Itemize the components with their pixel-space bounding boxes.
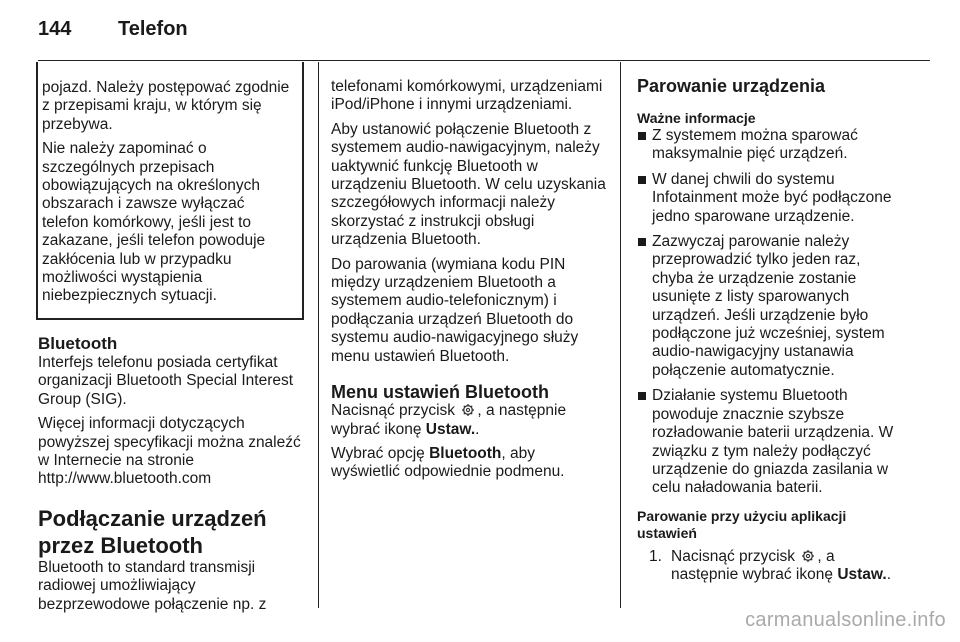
connect-para-1: Bluetooth to standard transmisji radiowej umożliwiający bezprzewodowe połączenie np. z [38, 558, 267, 613]
header-rule [38, 60, 930, 61]
step-1-text-b: , a następnie wybrać ikonę [671, 547, 835, 584]
important-info-list [637, 127, 905, 498]
important-info-heading: Ważne informacje [637, 110, 756, 126]
config-gear-icon [801, 549, 815, 563]
bt-menu-option-label: Bluetooth [429, 444, 502, 462]
app-pairing-heading: Parowanie przy użyciu aplikacji ustawień [637, 507, 847, 541]
bt-menu-para-1 [331, 402, 606, 439]
bt-menu-heading: Menu ustawień Bluetooth [331, 382, 549, 403]
bt-menu-text-d: Wybrać opcję [331, 444, 425, 462]
section-title: Telefon [118, 18, 188, 40]
step-1 [637, 548, 905, 585]
step-1-text-a: Nacisnąć przycisk [671, 547, 796, 565]
bluetooth-heading: Bluetooth [38, 333, 118, 353]
page-header [38, 18, 188, 41]
warning-box [36, 62, 304, 320]
bt-menu-text-c: . [475, 420, 480, 438]
list-item: W danej chwili do systemu Infotainment może być podłączone jedno sparowane urządzenie. [637, 171, 905, 226]
list-item: Zazwyczaj parowanie należy przeprowadzić tylko jeden raz, chyba że urządzenie zostanie usunięte z listy sparowanych urządzeń. Jeśli urządzenie było podłączone już wcześniej, system audio-nawigacyjny ustanawia połączenie automatycznie. [637, 233, 905, 380]
step-1-settings-label: Ustaw. [837, 566, 887, 584]
warning-text-2: Nie należy zapominać o szczególnych przepisach obowiązujących na określonych obszarach i zawsze wyłączać telefon komórkowy, jeśli jest to zakazane, jeśli telefon powoduje zakłócenia lub w przypadku możliwości wystąpienia niebezpiecznych sytuacji. [42, 140, 266, 305]
watermark: carmanualsonline.info [745, 609, 946, 631]
bt-menu-para-2 [331, 445, 606, 482]
column-divider-1 [318, 62, 319, 608]
step-1-text [663, 548, 905, 585]
config-gear-icon [461, 403, 475, 417]
step-1-number: 1. [649, 547, 662, 565]
column-right [637, 62, 905, 606]
list-item: Z systemem można sparować maksymalnie pięć urządzeń. [637, 127, 905, 164]
column-middle [331, 62, 606, 606]
list-item: Działanie systemu Bluetooth powoduje znacznie szybsze rozładowanie baterii urządzenia. W związku z tym należy podłączyć urządzenie do gniazda zasilania w celu naładowania baterii. [637, 387, 905, 497]
bt-menu-settings-label: Ustaw. [425, 420, 476, 438]
connect-heading: Podłączanie urządzeń przez Bluetooth [38, 505, 267, 558]
mid-para-1: telefonami komórkowymi, urządzeniami iPod/iPhone i innymi urządzeniami. [331, 78, 603, 114]
bt-menu-text-a: Nacisnąć przycisk [331, 402, 456, 420]
step-1-text-c: . [886, 566, 892, 584]
warning-text-1: pojazd. Należy postępować zgodnie z przepisami kraju, w którym się przebywa. [42, 79, 290, 133]
mid-para-2: Aby ustanowić połączenie Bluetooth z systemem audio-nawigacyjnym, należy uaktywnić funkcję Bluetooth w urządzeniu Bluetooth. W celu uzyskania szczegółowych informacji należy skorzystać z instrukcji obsługi urządzenia Bluetooth. [331, 120, 606, 249]
mid-para-3: Do parowania (wymiana kodu PIN między urządzeniem Bluetooth a systemem audio-telefonicznym) i podłączania urządzeń Bluetooth do systemu audio-nawigacyjnego służy menu ustawień Bluetooth. [331, 255, 579, 365]
column-divider-2 [620, 62, 621, 608]
bluetooth-para-2: Więcej informacji dotyczących powyższej specyfikacji można znaleźć w Internecie na stronie http://www.bluetooth.com [38, 415, 301, 488]
page-number: 144 [38, 18, 72, 40]
pairing-heading: Parowanie urządzenia [637, 76, 826, 96]
bt-menu-text-e: , aby wyświetlić odpowiednie podmenu. [331, 444, 565, 481]
bluetooth-para-1: Interfejs telefonu posiada certyfikat organizacji Bluetooth Special Interest Group (SIG). [38, 353, 294, 408]
bt-menu-text-b: , a następnie wybrać ikonę [331, 402, 567, 438]
column-left [38, 62, 304, 613]
